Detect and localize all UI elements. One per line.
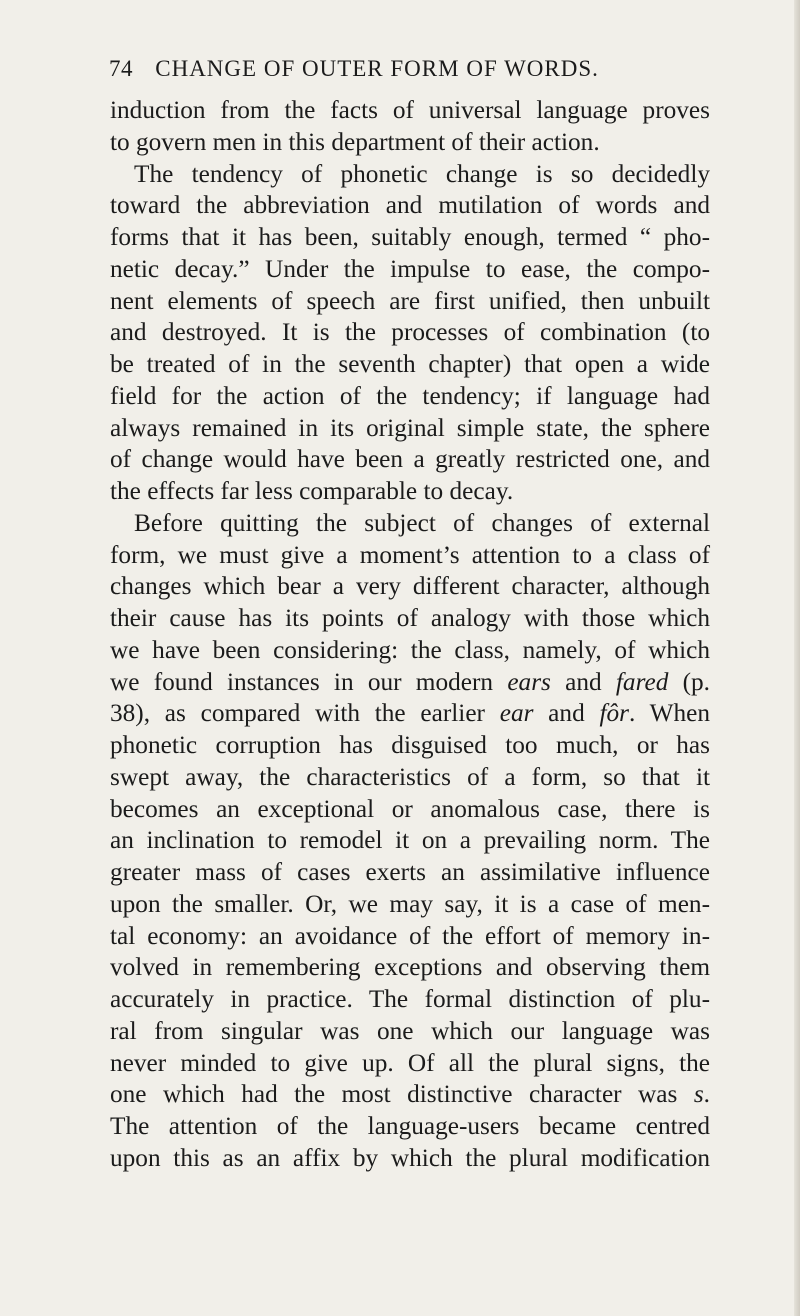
text-line <box>110 95 710 127</box>
text-line <box>110 571 710 603</box>
text-line <box>110 889 710 921</box>
text-span: swept away, the characteristics of a form, so that it <box>110 762 710 791</box>
text-line <box>110 1143 710 1175</box>
text-span: (p. <box>668 667 710 696</box>
text-line <box>110 1079 710 1111</box>
text-span: tal economy: an avoidance of the effort of memory in- <box>110 921 710 950</box>
text-span: . When <box>628 699 710 728</box>
text-span: netic decay.” Under the impulse to ease, the compo- <box>110 254 710 283</box>
page-number: 74 <box>109 56 133 81</box>
body-text <box>110 95 710 1175</box>
text-line <box>110 444 710 476</box>
text-line <box>110 508 710 540</box>
text-span: of change would have been a greatly restricted one, and <box>110 445 710 474</box>
text-span: nent elements of speech are first unified, then unbuilt <box>110 286 710 315</box>
text-line <box>110 349 710 381</box>
text-span: an inclination to remodel it on a prevailing norm. The <box>110 826 710 855</box>
text-line <box>110 857 710 889</box>
text-line <box>110 381 710 413</box>
italic-word: ear <box>499 699 534 728</box>
text-span: Before quitting the subject of changes of external <box>134 508 710 537</box>
text-span: volved in remembering exceptions and observing them <box>110 953 710 982</box>
text-span: to govern men in this department of their action. <box>110 127 600 156</box>
text-line <box>110 667 710 699</box>
text-line <box>110 190 710 222</box>
text-line <box>110 603 710 635</box>
italic-word: s <box>693 1080 704 1109</box>
text-span: induction from the facts of universal language proves <box>110 96 710 124</box>
text-line <box>110 540 710 572</box>
italic-word: fared <box>615 667 669 696</box>
text-span: one which had the most distinctive character was <box>110 1080 694 1109</box>
text-span: and destroyed. It is the processes of combination (to <box>110 318 710 347</box>
text-line <box>110 1016 710 1048</box>
text-span: form, we must give a moment’s attention to a class of <box>110 540 710 569</box>
text-span: field for the action of the tendency; if language had <box>110 381 710 410</box>
text-line <box>110 286 710 318</box>
text-span: their cause has its points of analogy with those which <box>110 604 710 632</box>
text-line <box>110 984 710 1016</box>
text-span: The tendency of phonetic change is so decidedly <box>134 159 710 188</box>
text-line <box>110 159 710 191</box>
text-line <box>110 762 710 794</box>
text-line <box>110 794 710 826</box>
text-span: 38), as compared with the earlier <box>110 699 500 728</box>
text-span: changes which bear a very different character, although <box>110 572 710 601</box>
text-span: never minded to give up. Of all the plural signs, the <box>110 1048 710 1077</box>
text-line <box>110 127 710 159</box>
italic-word: ears <box>507 667 551 696</box>
text-span: . <box>703 1080 710 1109</box>
text-line <box>110 413 710 445</box>
text-line <box>110 1111 710 1143</box>
text-line <box>110 222 710 254</box>
text-line <box>110 635 710 667</box>
text-span: we have been considering: the class, namely, of which <box>110 635 710 664</box>
text-line <box>110 730 710 762</box>
text-span: and <box>533 699 600 728</box>
text-line <box>110 317 710 349</box>
text-span: ral from singular was one which our language was <box>110 1016 710 1045</box>
text-line <box>110 476 710 508</box>
text-span: upon the smaller. Or, we may say, it is a case of men- <box>110 889 710 918</box>
text-span: be treated of in the seventh chapter) that open a wide <box>110 350 710 378</box>
text-span: forms that it has been, suitably enough, termed “ pho- <box>110 223 710 251</box>
text-span: the effects far less comparable to decay. <box>110 477 514 505</box>
text-line <box>110 1048 710 1080</box>
text-line <box>110 825 710 857</box>
text-span: accurately in practice. The formal distinction of plu- <box>110 985 710 1013</box>
text-line <box>110 698 710 730</box>
text-span: upon this as an affix by which the plural modification <box>110 1143 710 1172</box>
text-line <box>110 952 710 984</box>
text-span: always remained in its original simple state, the sphere <box>110 413 710 442</box>
text-span: phonetic corruption has disguised too much, or has <box>110 731 710 759</box>
text-span: becomes an exceptional or anomalous case, there is <box>110 794 710 823</box>
text-line <box>110 254 710 286</box>
text-line <box>110 921 710 953</box>
text-span: and <box>550 667 616 696</box>
running-title: CHANGE OF OUTER FORM OF WORDS. <box>155 56 599 81</box>
text-span: The attention of the language-users became centred <box>110 1112 710 1140</box>
text-span: we found instances in our modern <box>110 667 508 696</box>
text-span: toward the abbreviation and mutilation of words and <box>110 191 710 220</box>
running-header <box>109 56 709 86</box>
text-span: greater mass of cases exerts an assimilative influence <box>110 858 710 886</box>
page-edge-shadow <box>794 0 800 1316</box>
italic-word: fôr <box>599 699 629 728</box>
